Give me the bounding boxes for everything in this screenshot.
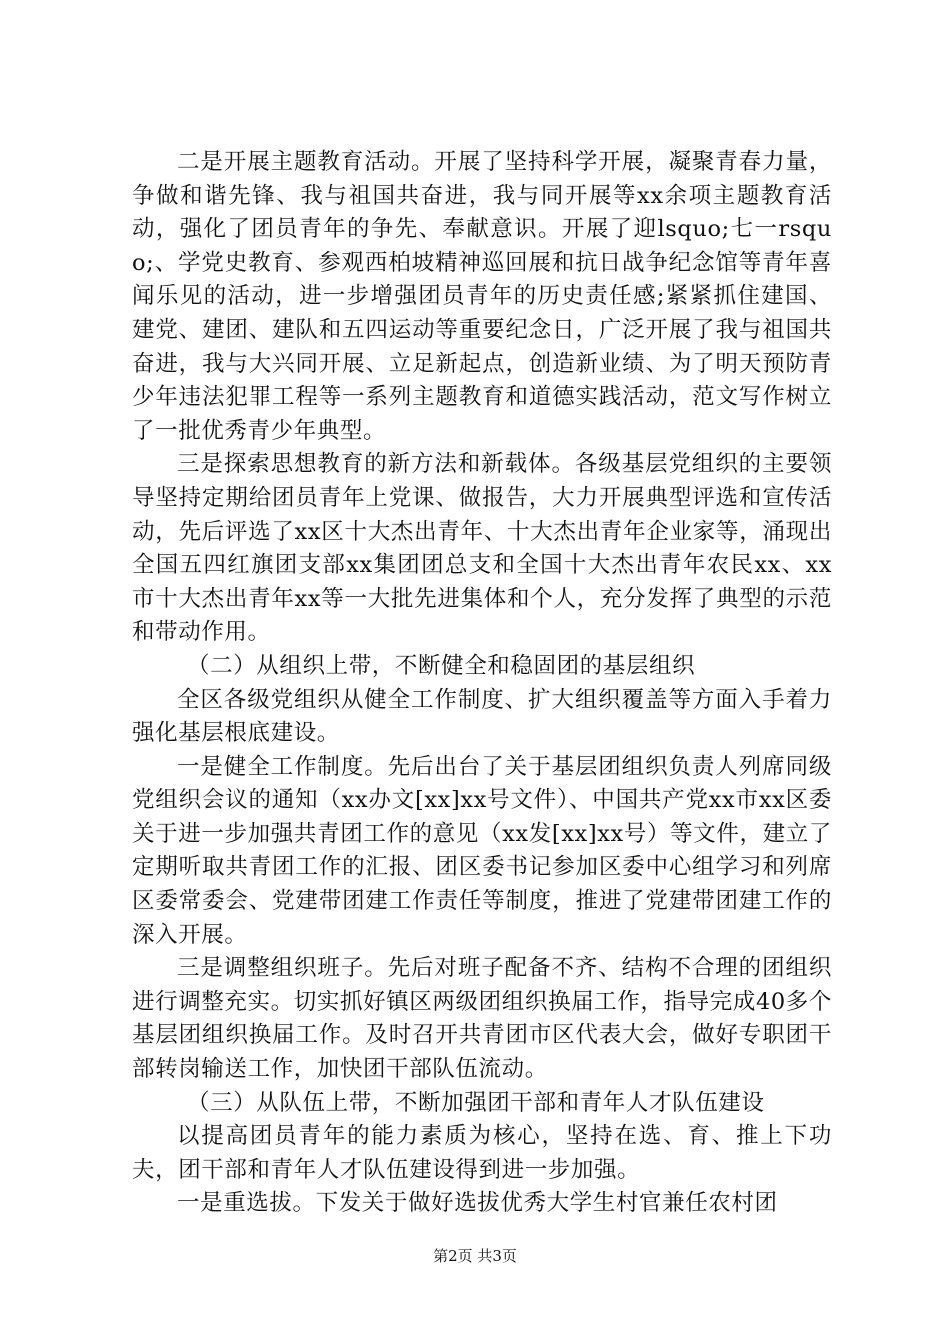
paragraph-adjust-teams: 三是调整组织班子。先后对班子配备不齐、结构不合理的团组织进行调整充实。切实抓好镇区两级团组织换届工作，指导完成40多个基层团组织换届工作。及时召开共青团市区代表大会，做好专职团干部转岗输送工作，加快团干部队伍流动。	[132, 955, 832, 1083]
section-heading-organization: （二）从组织上带，不断健全和稳固团的基层组织	[187, 652, 696, 679]
paragraph-grassroots-construction: 全区各级党组织从健全工作制度、扩大组织覆盖等方面入手着力强化基层根底建设。	[132, 686, 832, 747]
paragraph-work-system: 一是健全工作制度。先后出台了关于基层团组织负责人列席同级党组织会议的通知（xx办文[xx]xx号文件）、中国共产党xx市xx区委关于进一步加强共青团工作的意见（xx发[xx]xx号）等文件，建立了定期听取共青团工作的汇报、团区委书记参加区委中心组学习和列席区委常委会、党建带团建工作责任等制度，推进了党建带团建工作的深入开展。	[132, 753, 832, 948]
paragraph-new-methods: 三是探索思想教育的新方法和新载体。各级基层党组织的主要领导坚持定期给团员青年上党课、做报告，大力开展典型评选和宣传活动，先后评选了xx区十大杰出青年、十大杰出青年企业家等，涌现出全国五四红旗团支部xx集团团总支和全国十大杰出青年农民xx、xx市十大杰出青年xx等一大批先进集体和个人，充分发挥了典型的示范和带动作用。	[132, 451, 832, 646]
paragraph-theme-education: 二是开展主题教育活动。开展了坚持科学开展，凝聚青春力量，争做和谐先锋、我与祖国共奋进，我与同开展等xx余项主题教育活动，强化了团员青年的争先、奉献意识。开展了迎lsquo;七一rsquo;、学党史教育、参观西柏坡精神巡回展和抗日战争纪念馆等青年喜闻乐见的活动，进一步增强团员青年的历史责任感;紧紧抓住建国、建党、建团、建队和五四运动等重要纪念日，广泛开展了我与祖国共奋进，我与大兴同开展、立足新起点，创造新业绩、为了明天预防青少年违法犯罪工程等一系列主题教育和道德实践活动，范文写作树立了一批优秀青少年典型。	[132, 149, 832, 444]
page-number-footer: 第2页 共3页	[433, 1247, 517, 1265]
document-body	[132, 146, 832, 1221]
paragraph-ability-quality: 以提高团员青年的能力素质为核心，坚持在选、育、推上下功夫，团干部和青年人才队伍建设得到进一步加强。	[132, 1123, 832, 1183]
paragraph-selection: 一是重选拔。下发关于做好选拔优秀大学生村官兼任农村团	[177, 1190, 778, 1217]
section-heading-team-building: （三）从队伍上带，不断加强团干部和青年人才队伍建设	[187, 1089, 765, 1116]
